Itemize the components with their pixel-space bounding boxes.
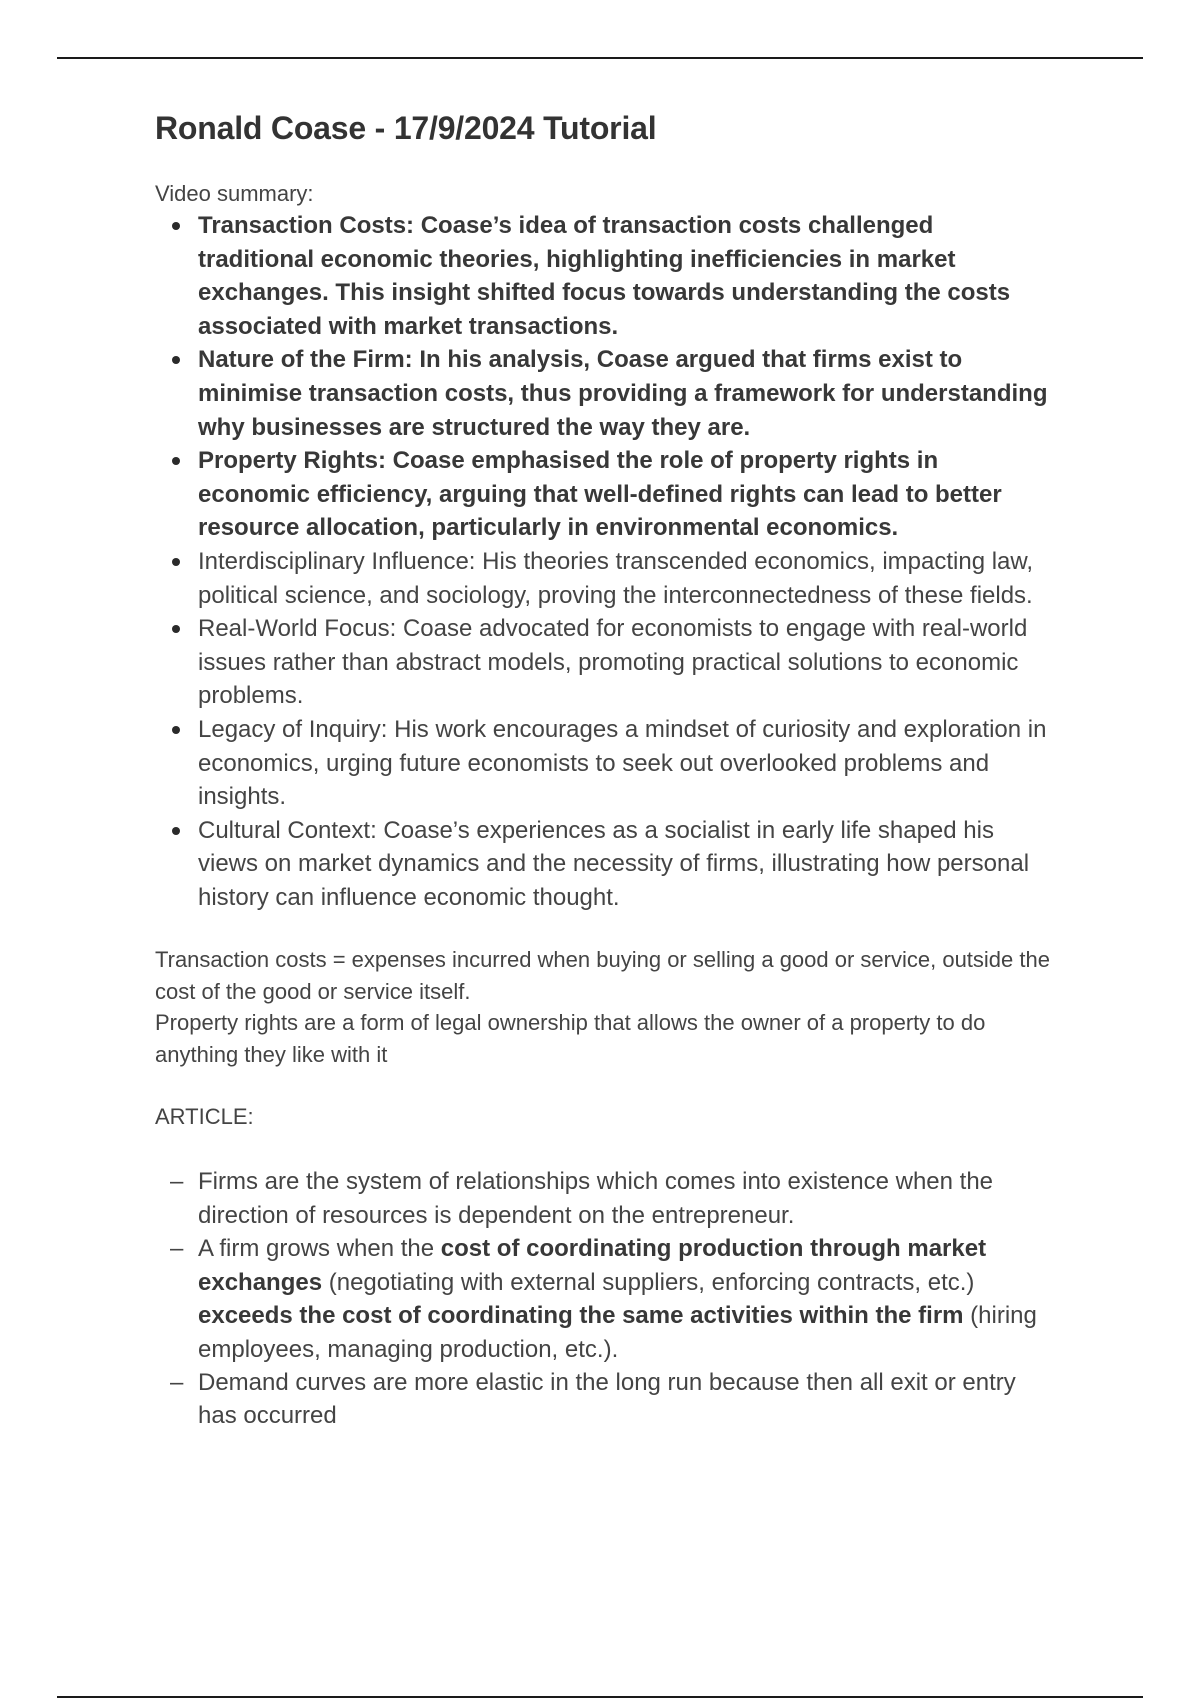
dash-marker: –	[170, 1168, 184, 1196]
document-body	[155, 108, 1055, 1433]
list-item: Legacy of Inquiry: His work encourages a mindset of curiosity and exploration in economics, urging future economists to seek out overlooked problems and insights.	[155, 713, 1055, 814]
article-label: ARTICLE:	[155, 1104, 254, 1130]
article-item-text: A firm grows when the	[198, 1235, 441, 1263]
list-item: Interdisciplinary Influence: His theories transcended economics, impacting law, political science, and sociology, proving the interconnectedness of these fields.	[155, 545, 1055, 612]
article-item-text: Firms are the system of relationships which comes into existence when the direction of resources is dependent on the entrepreneur.	[198, 1168, 994, 1229]
article-list	[155, 1165, 1055, 1432]
dash-marker: –	[170, 1235, 184, 1263]
list-item: Property Rights: Coase emphasised the role of property rights in economic efficiency, arguing that well-defined rights can lead to better resource allocation, particularly in environmental economics.	[155, 444, 1055, 545]
top-divider	[57, 57, 1143, 59]
article-item-bold: cost of coordinating production through market exchanges	[198, 1235, 987, 1296]
list-item	[155, 1366, 1055, 1433]
list-item: Nature of the Firm: In his analysis, Coase argued that firms exist to minimise transaction costs, thus providing a framework for understanding why businesses are structured the way they are.	[155, 343, 1055, 444]
definition-transaction-costs: Transaction costs = expenses incurred when buying or selling a good or service, outside the cost of the good or service itself.	[155, 947, 1050, 1004]
page-title: Ronald Coase - 17/9/2024 Tutorial	[155, 110, 657, 146]
video-summary-list	[155, 209, 1055, 914]
article-item-text: Demand curves are more elastic in the long run because then all exit or entry has occurred	[198, 1368, 1016, 1430]
definitions	[155, 944, 1055, 1070]
list-item	[155, 1232, 1055, 1366]
bottom-divider	[57, 1696, 1143, 1698]
video-summary-label: Video summary:	[155, 181, 314, 206]
list-item	[155, 1165, 1055, 1232]
list-item: Cultural Context: Coase’s experiences as a socialist in early life shaped his views on market dynamics and the necessity of firms, illustrating how personal history can influence economic thought.	[155, 814, 1055, 915]
article-item-text: (hiring employees, managing production, etc.).	[198, 1302, 1037, 1363]
article-item-bold: exceeds the cost of coordinating the same activities within the firm	[198, 1302, 964, 1330]
definition-property-rights: Property rights are a form of legal ownership that allows the owner of a property to do anything they like with it	[155, 1010, 986, 1067]
list-item: Real-World Focus: Coase advocated for economists to engage with real-world issues rather than abstract models, promoting practical solutions to economic problems.	[155, 612, 1055, 713]
article-item-text: (negotiating with external suppliers, enforcing contracts, etc.)	[322, 1268, 975, 1296]
list-item: Transaction Costs: Coase’s idea of transaction costs challenged traditional economic theories, highlighting inefficiencies in market exchanges. This insight shifted focus towards understanding the costs associated with market transactions.	[155, 209, 1055, 343]
dash-marker: –	[170, 1368, 184, 1396]
